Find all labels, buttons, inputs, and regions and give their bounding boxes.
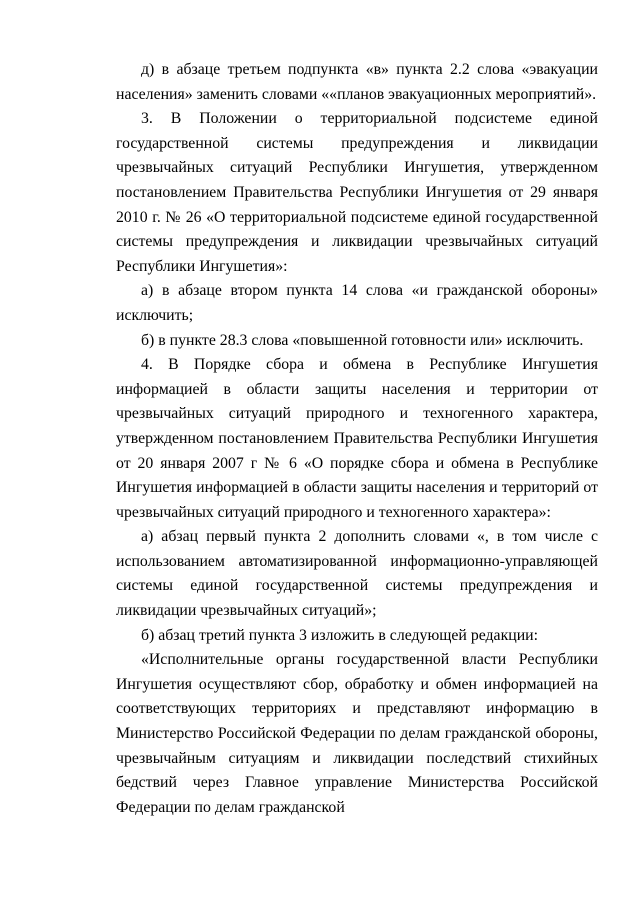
paragraph-4-procedure: 4. В Порядке сбора и обмена в Республике Ингушетия информацией в области защиты населения и территории от чрезвычайных ситуаций природного и техногенного характера, утвержденном постановлением Правительства Республики Ингушетия от 20 января 2007 г № 6 «О порядке сбора и обмена в Республике Ингушетия информацией в области защиты населения и территорий от чрезвычайных ситуаций природного и техногенного характера»:: [116, 356, 598, 521]
paragraph-3b: б) в пункте 28.3 слова «повышенной готовности или» исключить.: [141, 331, 584, 349]
paragraph-quoted-text: «Исполнительные органы государственной власти Республики Ингушетия осуществляют сбор, обработку и обмен информацией на соответствующих территориях и представляют информацию в Министерство Российской Федерации по делам гражданской обороны, чрезвычайным ситуациям и ликвидации последствий стихийных бедствий через Главное управление Министерства Российской Федерации по делам гражданской: [116, 651, 598, 816]
paragraph-4a: а) абзац первый пункта 2 дополнить словами «, в том числе с использованием автоматизированной информационно-управляющей системы единой государственной системы предупреждения и ликвидации чрезвычайных ситуаций»;: [116, 528, 598, 620]
paragraph-3-regulation: 3. В Положении о территориальной подсистеме единой государственной системы предупреждения и ликвидации чрезвычайных ситуаций Республики Ингушетия, утвержденном постановлением Правительства Республики Ингушетия от 29 января 2010 г. № 26 «О территориальной подсистеме единой государственной системы предупреждения и ликвидации чрезвычайных ситуаций Республики Ингушетия»:: [116, 110, 598, 275]
paragraph-3a: а) в абзаце втором пункта 14 слова «и гражданской обороны» исключить;: [116, 282, 598, 324]
paragraph-d-evacuation: д) в абзаце третьем подпункта «в» пункта 2.2 слова «эвакуации населения» заменить словами ««планов эвакуационных мероприятий».: [116, 61, 598, 103]
paragraph-4b: б) абзац третий пункта 3 изложить в следующей редакции:: [141, 626, 538, 644]
